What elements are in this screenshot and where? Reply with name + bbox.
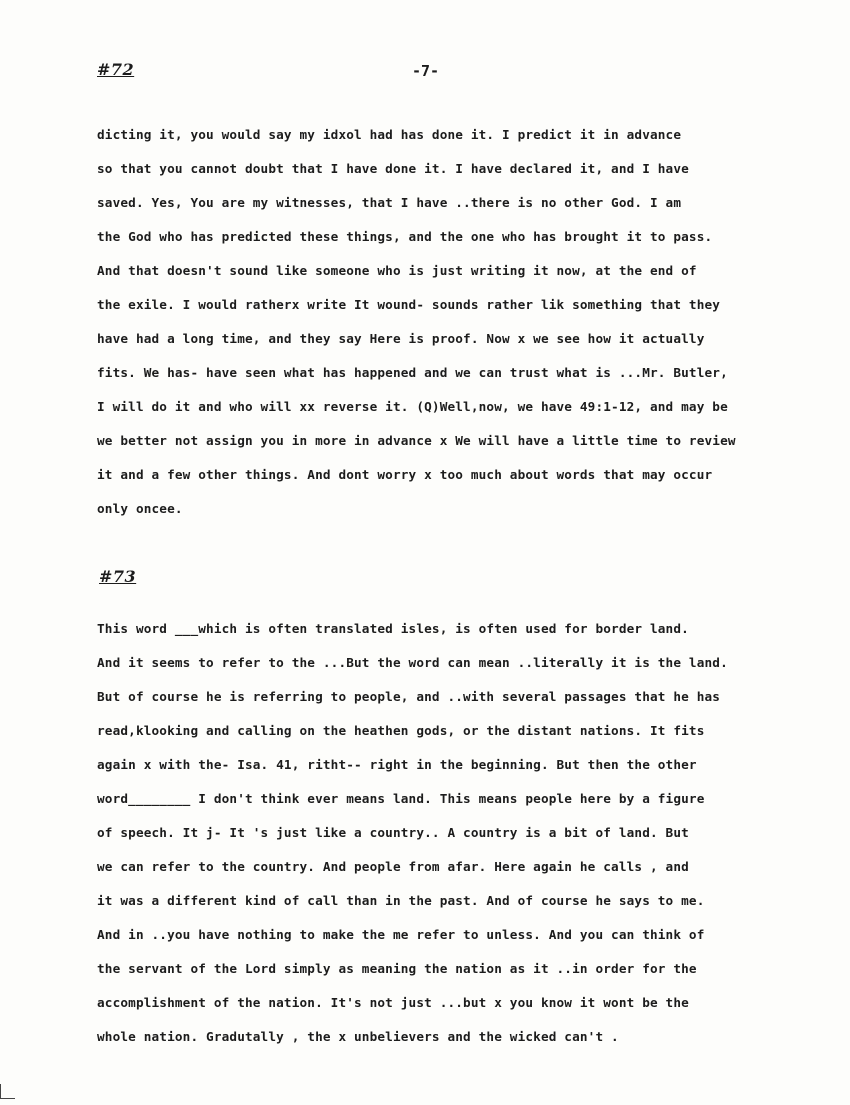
text-line: the God who has predicted these things, and the one who has brought it to pass.	[97, 229, 713, 244]
section-73-paragraph	[97, 620, 797, 1062]
text-line: And that doesn't sound like someone who is just writing it now, at the end of	[97, 263, 697, 278]
section-number-73: #73	[99, 567, 137, 586]
text-line: we can refer to the country. And people from afar. Here again he calls , and	[97, 859, 689, 874]
section-72-paragraph	[97, 126, 797, 534]
text-line: we better not assign you in more in advance x We will have a little time to review	[97, 433, 736, 448]
page-number: -7-	[412, 62, 440, 80]
text-line: fits. We has- have seen what has happened and we can trust what is ...Mr. Butler,	[97, 365, 728, 380]
text-line: the servant of the Lord simply as meaning the nation as it ..in order for the	[97, 961, 697, 976]
text-line: dicting it, you would say my idxol had has done it. I predict it in advance	[97, 127, 682, 142]
text-line: But of course he is referring to people, and ..with several passages that he has	[97, 689, 721, 704]
scan-corner-mark	[0, 1084, 15, 1099]
text-line: so that you cannot doubt that I have done it. I have declared it, and I have	[97, 161, 689, 176]
text-line: And it seems to refer to the ...But the word can mean ..literally it is the land.	[97, 655, 728, 670]
text-line: of speech. It j- It 's just like a country.. A country is a bit of land. But	[97, 825, 689, 840]
text-line: And in ..you have nothing to make the me refer to unless. And you can think of	[97, 927, 705, 942]
text-line: accomplishment of the nation. It's not just ...but x you know it wont be the	[97, 995, 689, 1010]
text-line: whole nation. Gradutally , the x unbelievers and the wicked can't .	[97, 1029, 619, 1044]
text-line: read,klooking and calling on the heathen gods, or the distant nations. It fits	[97, 723, 705, 738]
text-line: the exile. I would ratherx write It wound- sounds rather lik something that they	[97, 297, 721, 312]
text-line: word________ I don't think ever means land. This means people here by a figure	[97, 791, 705, 806]
text-line: again x with the- Isa. 41, ritht-- right in the beginning. But then the other	[97, 757, 697, 772]
text-line: saved. Yes, You are my witnesses, that I have ..there is no other God. I am	[97, 195, 682, 210]
text-line: only oncee.	[97, 501, 183, 516]
text-line: have had a long time, and they say Here is proof. Now x we see how it actually	[97, 331, 705, 346]
text-line: I will do it and who will xx reverse it. (Q)Well,now, we have 49:1-12, and may be	[97, 399, 728, 414]
text-line: This word ___which is often translated isles, is often used for border land.	[97, 621, 689, 636]
text-line: it was a different kind of call than in the past. And of course he says to me.	[97, 893, 705, 908]
text-line: it and a few other things. And dont worry x too much about words that may occur	[97, 467, 713, 482]
section-number-72: #72	[97, 60, 135, 79]
